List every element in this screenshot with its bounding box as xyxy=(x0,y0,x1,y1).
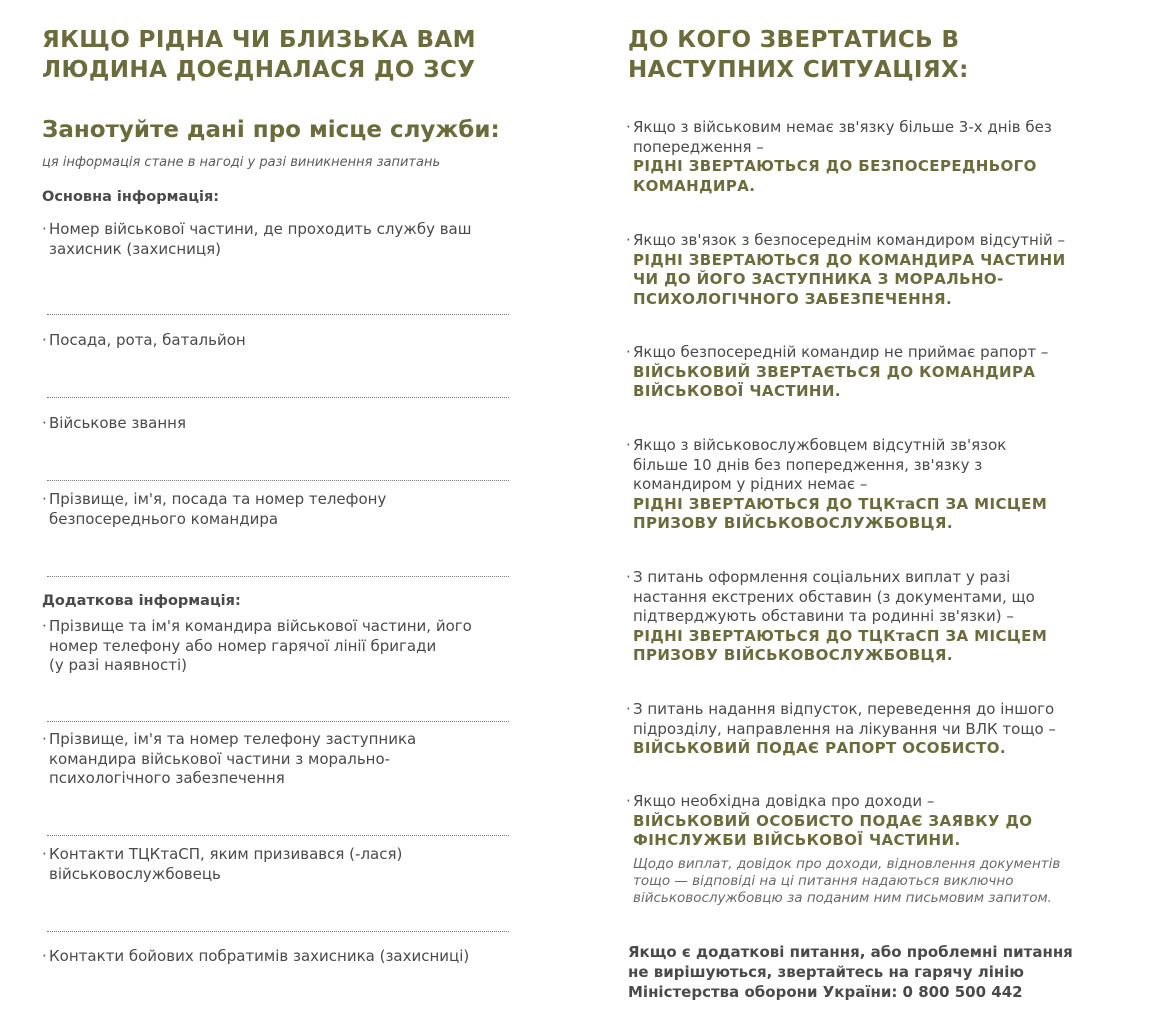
bullet: · xyxy=(626,436,631,454)
left-title: ЯКЩО РІДНА ЧИ БЛИЗЬКА ВАМ ЛЮДИНА ДОЄДНАЛАСЯ ДО ЗСУ xyxy=(42,27,476,83)
fill-line-unit-commander[interactable] xyxy=(47,721,509,722)
situation-2 xyxy=(626,231,1106,309)
fill-line-deputy-commander[interactable] xyxy=(47,835,509,836)
field-commander xyxy=(42,490,512,529)
field-military-unit xyxy=(42,220,512,259)
situation-1 xyxy=(626,118,1106,196)
field-label: Контакти ТЦКтаСП, яким призивався (-лася) військовослужбовець xyxy=(49,845,403,883)
bullet: · xyxy=(42,331,47,349)
fill-line-commander[interactable] xyxy=(47,576,509,577)
fill-line-position[interactable] xyxy=(47,397,509,398)
field-label: Прізвище, ім'я, посада та номер телефону безпосереднього командира xyxy=(49,490,387,528)
hotline-text: Міністерства оборони України: 0 800 500 442 xyxy=(628,983,1023,1001)
field-label: Посада, рота, батальйон xyxy=(49,331,246,349)
situation-action: РІДНІ ЗВЕРТАЮТЬСЯ ДО ТЦКтаСП ЗА МІСЦЕМ ПРИЗОВУ ВІЙСЬКОВОСЛУЖБОВЦЯ. xyxy=(633,494,1048,532)
bullet: · xyxy=(42,490,47,508)
situation-5 xyxy=(626,568,1106,666)
subtitle: ця інформація стане в нагоді у разі виникнення запитань xyxy=(42,155,441,170)
field-comrades-contacts xyxy=(42,947,512,967)
situation-6 xyxy=(626,700,1106,759)
bullet: · xyxy=(626,792,631,810)
field-deputy-commander xyxy=(42,730,512,789)
situation-action: РІДНІ ЗВЕРТАЮТЬСЯ ДО БЕЗПОСЕРЕДНЬОГО КОМАНДИРА. xyxy=(633,157,1037,195)
section-heading: Занотуйте дані про місце служби: xyxy=(42,117,500,143)
bullet: · xyxy=(626,118,631,136)
situation-text: Якщо з військовим немає зв'язку більше 3-х днів без попередження – xyxy=(633,118,1052,156)
situation-4 xyxy=(626,436,1106,534)
bullet: · xyxy=(626,568,631,586)
basic-info-label: Основна інформація: xyxy=(42,189,220,205)
situation-text: Якщо необхідна довідка про доходи – xyxy=(633,792,935,810)
situation-action: РІДНІ ЗВЕРТАЮТЬСЯ ДО ТЦКтаСП ЗА МІСЦЕМ ПРИЗОВУ ВІЙСЬКОВОСЛУЖБОВЦЯ. xyxy=(633,626,1048,664)
bullet: · xyxy=(42,730,47,748)
field-label: Прізвище, ім'я та номер телефону заступника командира військової частини з морально- психологічного забезпечення xyxy=(49,730,417,787)
additional-info-label: Додаткова інформація: xyxy=(42,593,241,609)
field-position xyxy=(42,331,512,351)
field-label: Номер військової частини, де проходить службу ваш захисник (захисниця) xyxy=(49,220,472,258)
situation-text: З питань оформлення соціальних виплат у разі настання екстрених обставин (з документами, що підтверджують обставини та родинні зв'язки) – xyxy=(633,568,1035,625)
situation-action: РІДНІ ЗВЕРТАЮТЬСЯ ДО КОМАНДИРА ЧАСТИНИ ЧИ ДО ЙОГО ЗАСТУПНИКА З МОРАЛЬНО- ПСИХОЛОГІЧНОГО ЗАБЕЗПЕЧЕННЯ. xyxy=(633,250,1066,308)
field-unit-commander xyxy=(42,617,512,676)
field-tsk-contacts xyxy=(42,845,512,884)
situation-action: ВІЙСЬКОВИЙ ПОДАЄ РАПОРТ ОСОБИСТО. xyxy=(633,739,1007,757)
bullet: · xyxy=(42,845,47,863)
situation-7 xyxy=(626,792,1106,851)
field-label: Контакти бойових побратимів захисника (захисниці) xyxy=(49,947,470,965)
situation-text: З питань надання відпусток, переведення до іншого підрозділу, направлення на лікування чи ВЛК тощо – xyxy=(633,700,1056,738)
field-rank xyxy=(42,414,512,434)
bullet: · xyxy=(626,700,631,718)
field-label: Військове звання xyxy=(49,414,187,432)
situation-text: Якщо безпосередній командир не приймає рапорт – xyxy=(633,343,1049,361)
situation-text: Якщо зв'язок з безпосереднім командиром відсутній – xyxy=(633,231,1066,249)
fill-line-tsk-contacts[interactable] xyxy=(47,931,509,932)
payments-note: Щодо виплат, довідок про доходи, відновлення документів тощо — відповіді на ці питання надаються виключно військовослужбовцю за поданим ним письмовим запитом. xyxy=(633,856,1061,906)
right-title: ДО КОГО ЗВЕРТАТИСЬ В НАСТУПНИХ СИТУАЦІЯХ: xyxy=(628,27,969,83)
bullet: · xyxy=(626,343,631,361)
situation-action: ВІЙСЬКОВИЙ ЗВЕРТАЄТЬСЯ ДО КОМАНДИРА ВІЙСЬКОВОЇ ЧАСТИНИ. xyxy=(633,362,1036,400)
bullet: · xyxy=(42,947,47,965)
bullet: · xyxy=(626,231,631,249)
situation-3 xyxy=(626,343,1106,402)
hotline-footer: Якщо є додаткові питання, або проблемні питання не вирішуються, звертайтесь на гарячу лінію Міністерства оборони України: 0 800 500 442 xyxy=(628,943,1073,1001)
bullet: · xyxy=(42,617,47,635)
situation-text: Якщо з військовослужбовцем відсутній зв'язок більше 10 днів без попередження, зв'язку з командиром у рідних немає – xyxy=(633,436,1007,493)
bullet: · xyxy=(42,220,47,238)
fill-line-military-unit[interactable] xyxy=(47,314,509,315)
bullet: · xyxy=(42,414,47,432)
situation-action: ВІЙСЬКОВИЙ ОСОБИСТО ПОДАЄ ЗАЯВКУ ДО ФІНСЛУЖБИ ВІЙСЬКОВОЇ ЧАСТИНИ. xyxy=(633,811,1033,849)
field-label: Прізвище та ім'я командира військової частини, його номер телефону або номер гарячої лінії бригади (у разі наявності) xyxy=(49,617,472,674)
fill-line-rank[interactable] xyxy=(47,480,509,481)
